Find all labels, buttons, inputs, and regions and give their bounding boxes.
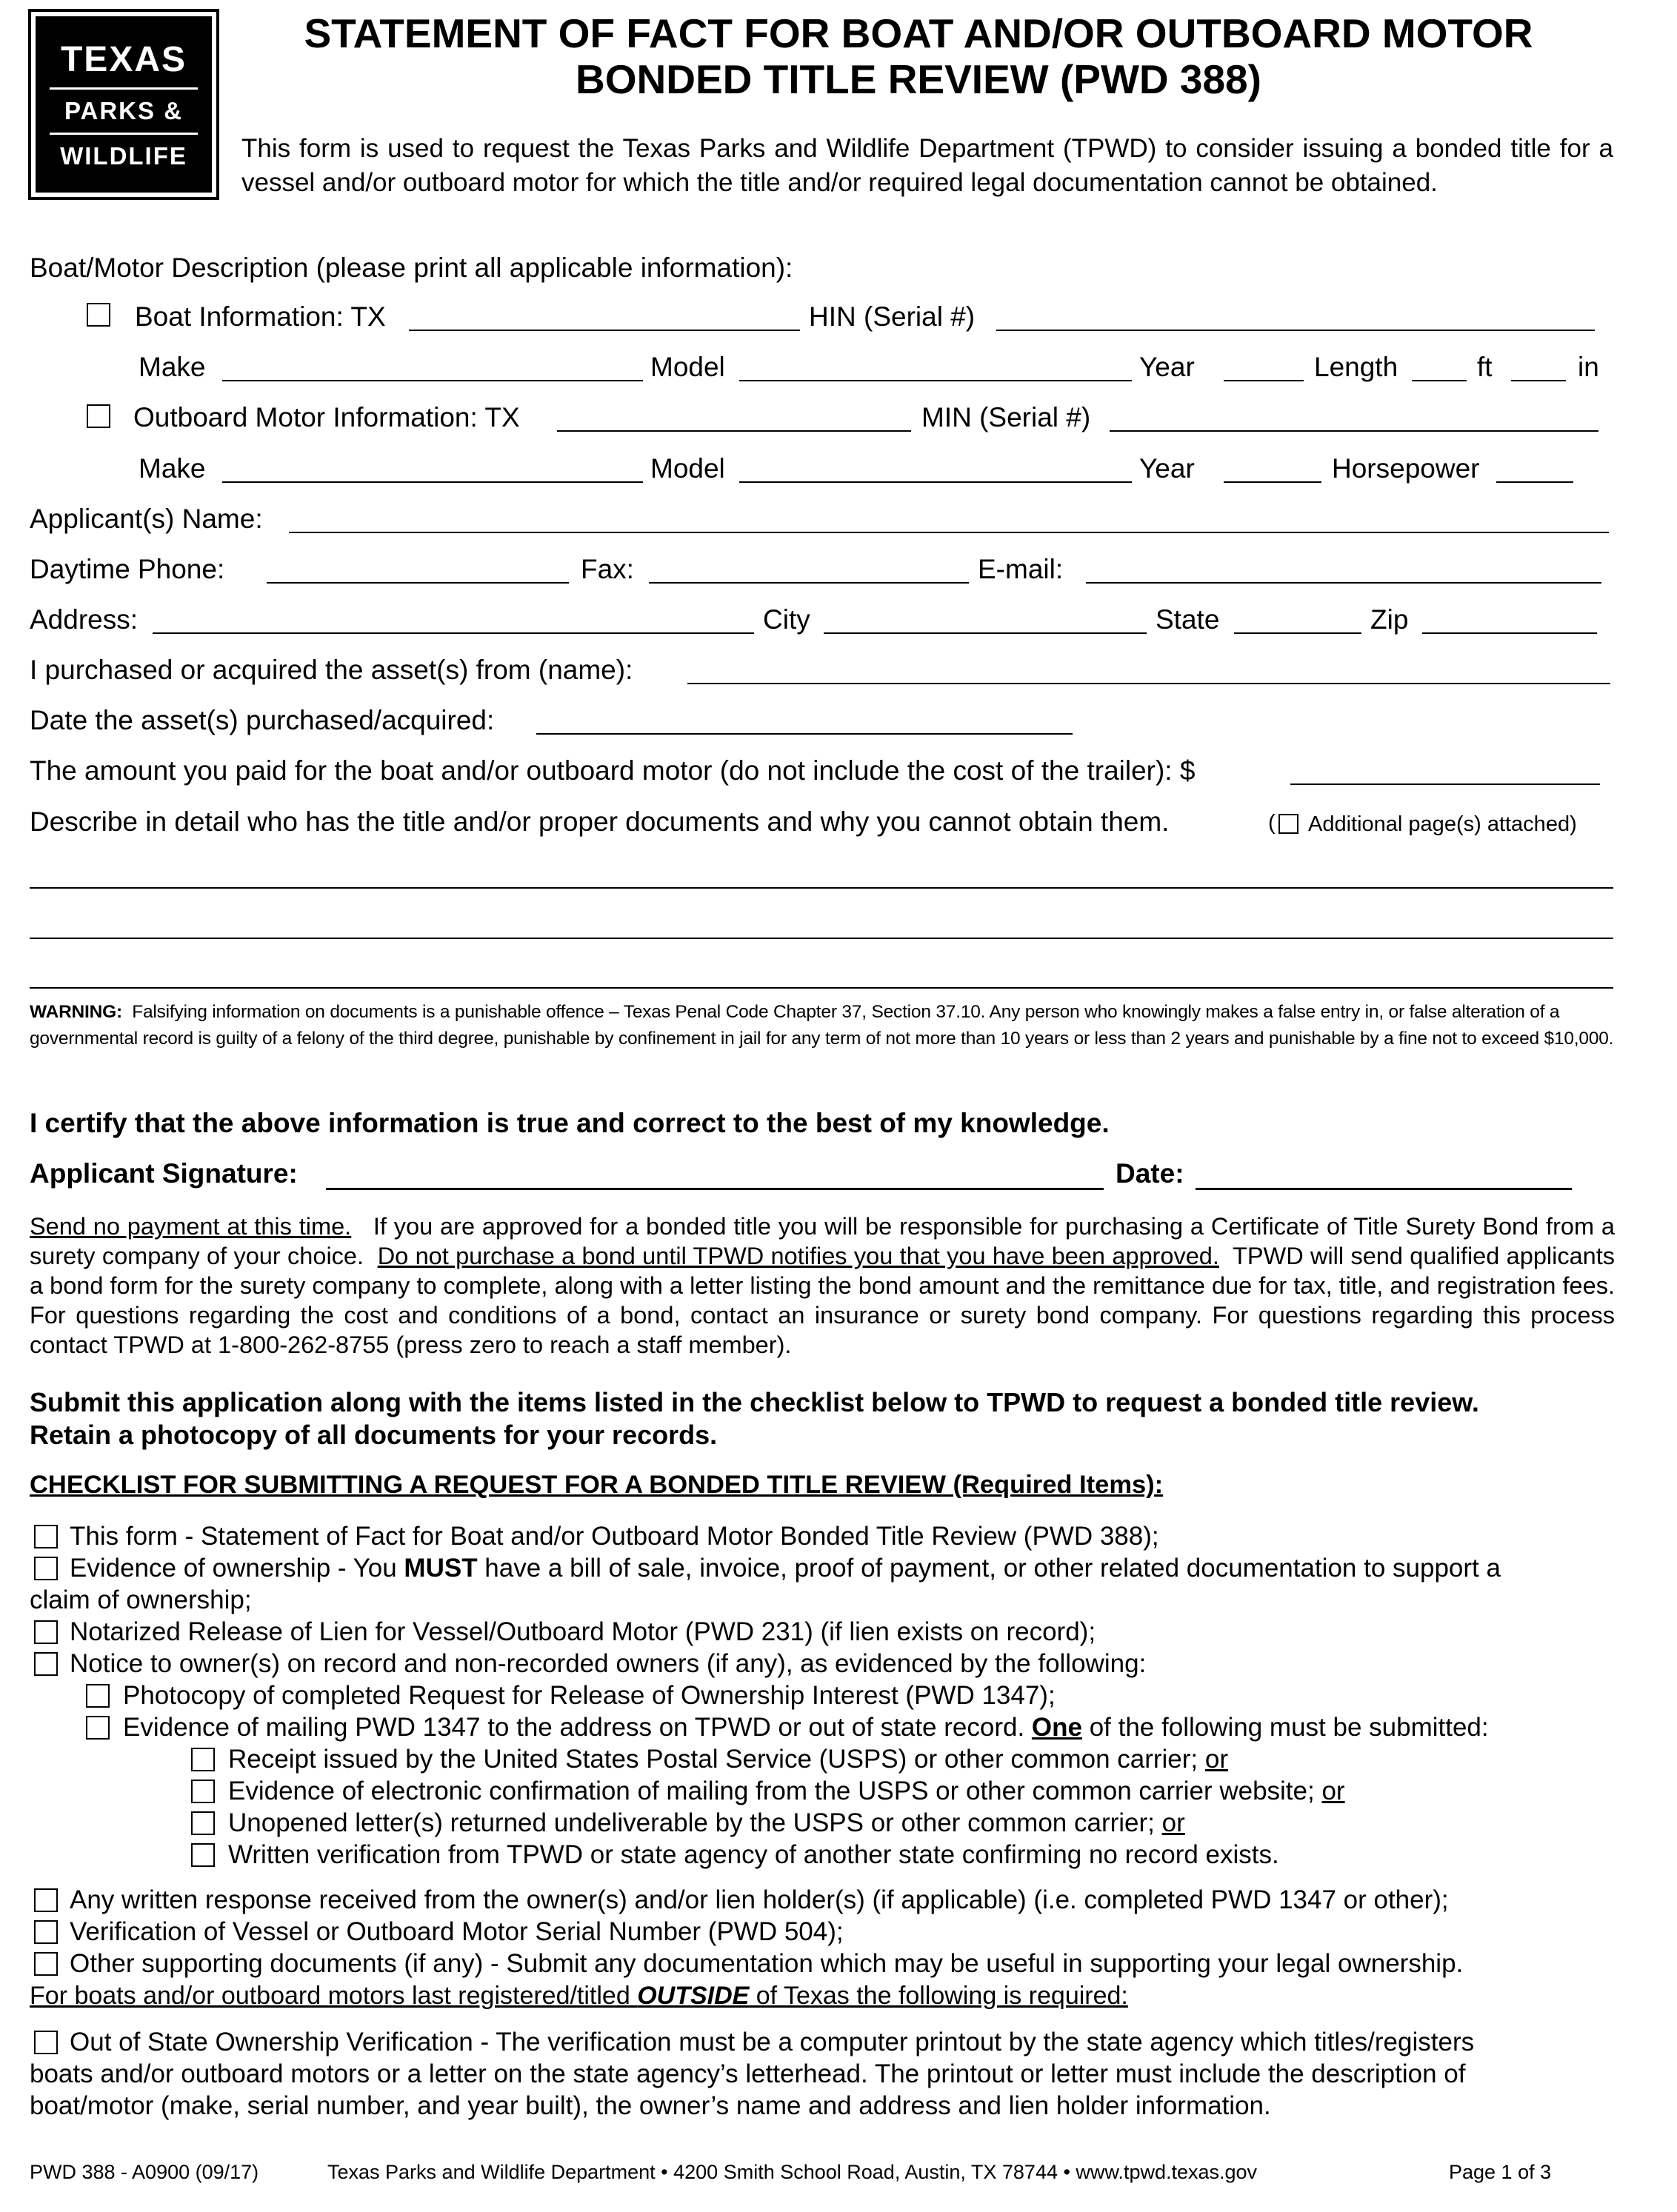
checklist-item4: Notice to owner(s) on record and non-recorded owners (if any), as evidenced by the following: [70,1649,1147,1678]
boat-info-label: Boat Information: TX [135,301,386,332]
motor-year-field[interactable] [1224,481,1321,483]
fax-field[interactable] [649,582,969,584]
checklist-sub3-checkbox[interactable] [191,1811,215,1835]
form-page: TEXAS PARKS & WILDLIFE STATEMENT OF FACT FOR BOAT AND/OR OUTBOARD MOTOR BONDED TITLE REVIEW (PWD 388) This form is used to request the Texas Parks and Wildlife Department (TPWD) to consider issuing a bonded title for a vessel and/or outboard motor for which the title and/or required legal documentation cannot be obtained. Boat/Motor Description (please print all applicable information): Boat Information: TX HIN (Serial #) Make Model Year Length ft in Outboard Motor Information: TX MIN (Serial #) Make Model Year Horsepower Applicant(s) Name: Daytime Phone: Fax: E-mail: Address: City State Zip I purchased or acquired the asset(s) from (name): Date the asset(s) purchased/acquired: The amount you paid for the boat and/or outboard motor (do not include the cost of the trailer): $ Describe in detail who has the title and/or proper documents and why you cannot obtain them. ( Additional page(s) attached) WARNING: Falsifying information on documents is a punishable offence – Texas Penal Code Chapter 37, Section 37.10. Any person who knowingly makes a false entry in, or false alteration of a governmental record is guilty of a felony of the third degree, punishable by confinement in jail for any term of not more than 10 years or less than 2 years and punishable by a fine not to exceed $10,000. I certify that the above information is true and correct to the best of my knowledge. Applicant Signature: Date: Send no payment at this time. If you are approved for a bonded title you will be responsible for purchasing a Certificate of Title Surety Bond from a surety company of your choice. Do not purchase a bond until TPWD notifies you that you have been approved. TPWD will send qualified applicants a bond form for the surety company to complete, along with a letter listing the bond amount and the remittance due for tax, title, and registration fees. For questions regarding the cost and conditions of a bond, contact an insurance or surety bond company. For questions regarding this process contact TPWD at 1-800-262-8755 (press zero to reach a staff member). Submit this application along with the items listed in the checklist below to TPWD to request a bonded title review. Retain a photocopy of all documents for your records. CHECKLIST FOR SUBMITTING A REQUEST FOR A BONDED TITLE REVIEW (Required Items): This form - Statement of Fact for Boat and/or Outboard Motor Bonded Title Review (PWD 388); Evidence of ownership - You MUST have a bill of sale, invoice, proof of payment, or other related documentation to support a claim of ownership; Notarized Release of Lien for Vessel/Outboard Motor (PWD 231) (if lien exists on record); Notice to owner(s) on record and non-recorded owners (if any), as evidenced by the following: Photocopy of completed Request for Release of Ownership Interest (PWD 1347); Evidence of mailing PWD 1347 to the address on TPWD or out of state record. One of the following must be submitted: Receipt issued by the United States Postal Service (USPS) or other common carrier; or Evidence of electronic confirmation of mailing from the USPS or other common carrier website; or Unopened letter(s) returned undeliverable by the USPS or other common carrier; or Written verification from TPWD or state agency of another state confirming no record exists. Any written response received from the owner(s) and/or lien holder(s) (if applicable) (i.e. completed PWD 1347 or other); Verification of Vessel or Outboard Motor Serial Number (PWD 504); Other supporting documents (if any) - Submit any documentation which may be useful in supporting your legal ownership. For boats and/or outboard motors last registered/titled OUTSIDE of Texas the following is required: Out of State Ownership Verification - The verification must be a computer printout by the state agency which titles/registers boats and/or outboard motors or a letter on the state agency’s letterhead. The printout or letter must include the description of boat/motor (make, serial number, and year built), the owner’s name and address and lien holder information. PWD 388 - A0900 (09/17) Texas Parks and Wildlife Department • 4200 Smith School Road, Austin, TX 78744 • www.tpwd.texas.gov Page 1 of 3 [30,10,1616,2183]
signature-field[interactable] [326,1188,1104,1190]
warning-text: WARNING: Falsifying information on documents is a punishable offence – Texas Penal Code Chapter 37, Section 37.10. Any person who knowingly makes a false entry in, or false alteration of a governmental record is guilty of a felony of the third degree, punishable by confinement in jail for any term of not more than 10 years or less than 2 years and punishable by a fine not to exceed $10,000. [30,1002,1614,1049]
applicant-name-field[interactable] [289,532,1609,533]
motor-make-label: Make [139,453,206,484]
intro-text: This form is used to request the Texas Parks and Wildlife Department (TPWD) to consider issuing a bonded title for a vessel and/or outboard motor for which the title and/or required legal documentation cannot be obtained. [241,134,1613,197]
address-field[interactable] [153,632,754,634]
date-acquired-field[interactable] [536,733,1073,735]
payment-paragraph: Send no payment at this time. If you are approved for a bonded title you will be responsible for purchasing a Certificate of Title Surety Bond from a surety company of your choice. Do not purchase a bond until TPWD notifies you that you have been approved. TPWD will send qualified applicants a bond form for the surety company to complete, along with a letter listing the bond amount and the remittance due for tax, title, and registration fees. For questions regarding the cost and conditions of a bond, contact an insurance or surety bond company. For questions regarding this process contact TPWD at 1-800-262-8755 (press zero to reach a staff member). [30,1213,1616,1358]
additional-pages-label: Additional page(s) attached) [1308,812,1577,836]
checklist-item1-checkbox[interactable] [34,1525,58,1548]
footer-form-id: PWD 388 - A0900 (09/17) [30,2161,259,2183]
signature-label: Applicant Signature: [30,1158,298,1189]
min-label: MIN (Serial #) [921,402,1091,432]
footer-department: Texas Parks and Wildlife Department • 4200 Smith School Road, Austin, TX 78744 • www.tpwd.texas.gov [327,2161,1258,2183]
zip-field[interactable] [1422,632,1597,634]
hin-field[interactable] [996,330,1595,331]
motor-year-label: Year [1139,453,1195,484]
checklist-item8-line2: boats and/or outboard motors or a letter on the state agency’s letterhead. The printout or letter must include the description of [30,2059,1466,2088]
describe-line-3[interactable] [30,987,1613,989]
boat-model-field[interactable] [739,380,1132,381]
checklist-item6-checkbox[interactable] [34,1920,58,1944]
motor-model-label: Model [650,453,725,484]
checklist-item4-checkbox[interactable] [34,1652,58,1676]
checklist-item4b-checkbox[interactable] [86,1716,110,1740]
checklist-item4a: Photocopy of completed Request for Release of Ownership Interest (PWD 1347); [123,1681,1056,1710]
checklist-item8-line1: Out of State Ownership Verification - The verification must be a computer printout by the state agency which titles/registers [70,2028,1475,2056]
amount-paid-label: The amount you paid for the boat and/or outboard motor (do not include the cost of the trailer): $ [30,755,1196,786]
checklist-item7-checkbox[interactable] [34,1952,58,1976]
zip-label: Zip [1370,604,1409,635]
boat-length-in-field[interactable] [1511,380,1566,381]
certify-statement: I certify that the above information is true and correct to the best of my knowledge. [30,1108,1110,1138]
purchased-from-label: I purchased or acquired the asset(s) from (name): [30,655,633,685]
city-field[interactable] [824,632,1147,634]
boat-info-checkbox[interactable] [87,303,110,327]
motor-model-field[interactable] [739,481,1132,483]
motor-make-field[interactable] [222,481,643,483]
checklist-heading: CHECKLIST FOR SUBMITTING A REQUEST FOR A BONDED TITLE REVIEW (Required Items): [30,1471,1164,1499]
boat-model-label: Model [650,352,725,382]
ft-label: ft [1477,352,1493,382]
checklist-item3: Notarized Release of Lien for Vessel/Outboard Motor (PWD 231) (if lien exists on record); [70,1617,1096,1646]
describe-line-2[interactable] [30,938,1613,939]
checklist-sub2: Evidence of electronic confirmation of mailing from the USPS or other common carrier website; or [228,1777,1345,1805]
submit-instructions: Submit this application along with the items listed in the checklist below to TPWD to request a bonded title review. Retain a photocopy of all documents for your records. [30,1387,1479,1450]
address-label: Address: [30,604,139,635]
checklist-item2-continued: claim of ownership; [30,1586,252,1614]
checklist-sub1: Receipt issued by the United States Postal Service (USPS) or other common carrier; or [228,1745,1228,1774]
state-label: State [1156,604,1220,635]
checklist-item6: Verification of Vessel or Outboard Motor Serial Number (PWD 504); [70,1917,844,1946]
motor-tx-number-field[interactable] [557,430,911,432]
checklist-item5: Any written response received from the owner(s) and/or lien holder(s) (if applicable) (i.e. completed PWD 1347 or other); [70,1885,1449,1914]
describe-line-1[interactable] [30,887,1613,889]
city-label: City [763,604,810,635]
motor-info-checkbox[interactable] [87,404,110,428]
tpwd-logo [28,9,219,200]
additional-pages-checkbox[interactable] [1278,814,1298,834]
min-field[interactable] [1110,430,1598,432]
checklist-sub3: Unopened letter(s) returned undeliverable by the USPS or other common carrier; or [228,1808,1185,1837]
signature-date-field[interactable] [1196,1188,1572,1190]
checklist-item5-checkbox[interactable] [34,1888,58,1912]
boat-year-field[interactable] [1224,380,1304,381]
motor-info-label: Outboard Motor Information: TX [133,402,520,432]
checklist-sub4-checkbox[interactable] [191,1843,215,1867]
outside-texas-heading: For boats and/or outboard motors last registered/titled OUTSIDE of Texas the following is required: [30,1982,1128,2010]
checklist-item8-line3: boat/motor (make, serial number, and year built), the owner’s name and address and lien holder information. [30,2091,1271,2120]
state-field[interactable] [1234,632,1361,634]
signature-date-label: Date: [1116,1158,1184,1189]
checklist-item8-checkbox[interactable] [34,2031,58,2054]
boat-year-label: Year [1139,352,1195,382]
horsepower-label: Horsepower [1332,453,1480,484]
checklist-item7: Other supporting documents (if any) - Submit any documentation which may be useful in supporting your legal ownership. [70,1949,1464,1978]
checklist-item2: Evidence of ownership - You MUST have a bill of sale, invoice, proof of payment, or other related documentation to support a [70,1554,1501,1583]
boat-make-label: Make [139,352,206,382]
in-label: in [1578,352,1599,382]
boat-tx-number-field[interactable] [409,330,800,331]
description-heading: Boat/Motor Description (please print all applicable information): [30,253,793,283]
boat-length-ft-field[interactable] [1412,380,1467,381]
email-field[interactable] [1086,582,1601,584]
logo-text-texas: TEXAS [60,39,187,79]
checklist-item2-checkbox[interactable] [34,1557,58,1580]
purchased-from-field[interactable] [687,683,1610,684]
horsepower-field[interactable] [1496,481,1573,483]
checklist-item4a-checkbox[interactable] [86,1684,110,1708]
applicant-name-label: Applicant(s) Name: [30,504,263,534]
boat-make-field[interactable] [222,380,643,381]
checklist-sub2-checkbox[interactable] [191,1780,215,1803]
logo-text-wildlife: WILDLIFE [60,141,187,170]
checklist-sub4: Written verification from TPWD or state agency of another state confirming no record exists. [228,1840,1279,1869]
daytime-phone-field[interactable] [267,582,569,584]
logo-text-parks: PARKS & [64,96,184,124]
daytime-phone-label: Daytime Phone: [30,554,225,584]
checklist-item3-checkbox[interactable] [34,1620,58,1644]
fax-label: Fax: [581,554,634,584]
date-acquired-label: Date the asset(s) purchased/acquired: [30,705,495,735]
footer-page-number: Page 1 of 3 [1449,2161,1552,2183]
page-title: STATEMENT OF FACT FOR BOAT AND/OR OUTBOARD MOTOR BONDED TITLE REVIEW (PWD 388) [304,10,1533,102]
checklist-item4b: Evidence of mailing PWD 1347 to the address on TPWD or out of state record. One of the following must be submitted: [123,1713,1489,1742]
email-label: E-mail: [978,554,1064,584]
checklist-item1: This form - Statement of Fact for Boat and/or Outboard Motor Bonded Title Review (PWD 388); [70,1522,1159,1551]
boat-length-label: Length [1314,352,1398,382]
hin-label: HIN (Serial #) [809,301,976,332]
describe-label: Describe in detail who has the title and/or proper documents and why you cannot obtain them. [30,806,1170,837]
amount-paid-field[interactable] [1290,783,1600,785]
checklist-sub1-checkbox[interactable] [191,1748,215,1771]
